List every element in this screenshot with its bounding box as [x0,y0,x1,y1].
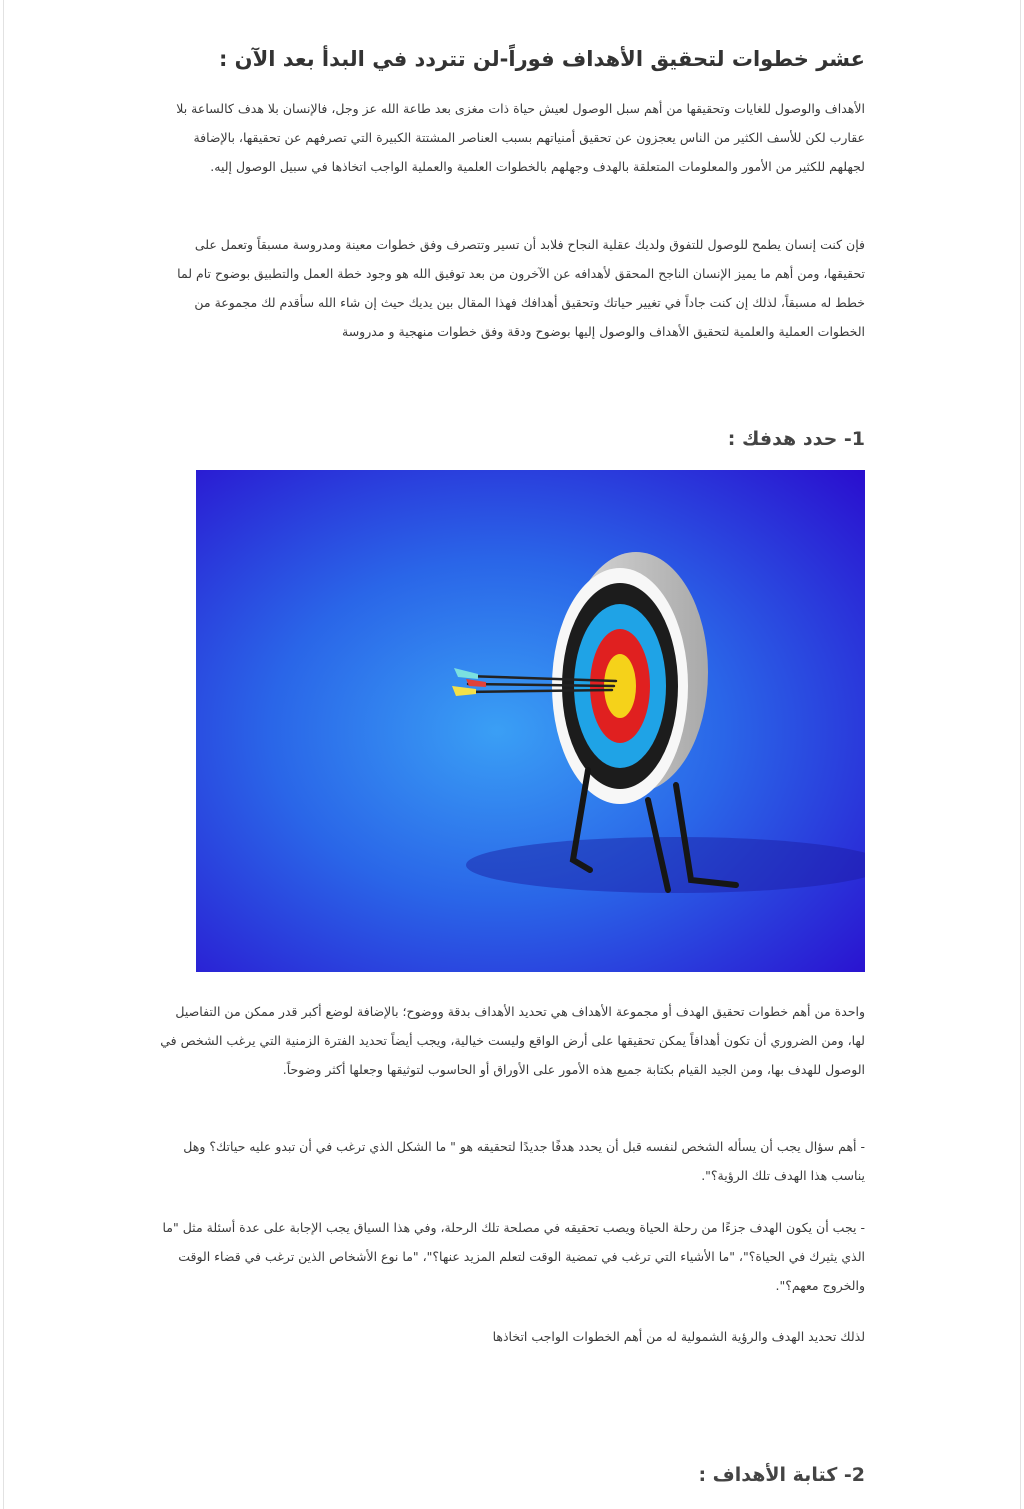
article-title: عشر خطوات لتحقيق الأهداف فوراً-لن تتردد في البدأ بعد الآن : [218,47,865,71]
intro-paragraph-1: الأهداف والوصول للغايات وتحقيقها من أهم سبل الوصول لعيش حياة ذات مغزى بعد طاعة الله عز وجل، فالإنسان بلا هدف كالساعة بلا عقارب لكن للأسف الكثير من الناس يعجزون عن تحقيق أمنياتهم بسبب العناصر المشتتة الكبيرة التي تصرفهم عن تحقيقها، بالإضافة لجهلهم للكثير من الأمور والمعلومات المتعلقة بالهدف وجهلهم بالخطوات العلمية والعملية الواجب اتخاذها في سبيل الوصول إليه. [176,101,865,174]
archery-target-with-arrows-image [196,470,865,972]
section-1-heading: 1- حدد هدفك : [727,428,865,450]
section-1-paragraph-4: لذلك تحديد الهدف والرؤية الشمولية له من أهم الخطوات الواجب اتخاذها [492,1329,865,1344]
section-1-paragraph-3: - يجب أن يكون الهدف جزءًا من رحلة الحياة ويصب تحقيقه في مصلحة تلك الرحلة، وفي هذا السياق يجب الإجابة على عدة أسئلة مثل "ما الذي يثيرك في الحياة؟"، "ما الأشياء التي ترغب في تمضية الوقت لتعلم المزيد عنها؟"، "ما نوع الأشخاص الذين ترغب في قضاء الوقت والخروج معهم؟". [162,1220,865,1293]
section-1-paragraph-2: - أهم سؤال يجب أن يسأله الشخص لنفسه قبل أن يحدد هدفًا جديدًا لتحقيقه هو " ما الشكل الذي ترغب في أن تبدو عليه حياتك؟ وهل يناسب هذا الهدف تلك الرؤية؟". [183,1139,865,1183]
section-2-heading: 2- كتابة الأهداف : [698,1464,865,1486]
section-1-paragraph-1: واحدة من أهم خطوات تحقيق الهدف أو مجموعة الأهداف هي تحديد الأهداف بدقة ووضوح؛ بالإضافة لوضع أكبر قدر ممكن من التفاصيل لها، ومن الضروري أن تكون أهدافاً يمكن تحقيقها على أرض الواقع وليست خيالية، ويجب أيضاً تحديد الفترة الزمنية التي يرغب الشخص في الوصول للهدف بها، ومن الجيد القيام بكتابة جميع هذه الأمور على الأوراق أو الحاسوب لتوثيقها وجعلها أكثر وضوحاً. [160,1004,865,1077]
intro-paragraph-2: فإن كنت إنسان يطمح للوصول للتفوق ولديك عقلية النجاح فلابد أن تسير وتتصرف وفق خطوات معينة ومدروسة مسبقاً وتعمل على تحقيقها، ومن أهم ما يميز الإنسان الناجح المحقق لأهدافه عن الآخرون من بعد توفيق الله هو وجود خطة العمل والتطبيق بوضوح تام لما خطط له مسبقاً، لذلك إن كنت جاداً في تغيير حياتك وتحقيق أهدافك فهذا المقال بين يديك حيث إن شاء الله سأقدم لك مجموعة من الخطوات العملية والعلمية لتحقيق الأهداف والوصول إليها بوضوح ودقة وفق خطوات منهجية و مدروسة [177,237,865,339]
